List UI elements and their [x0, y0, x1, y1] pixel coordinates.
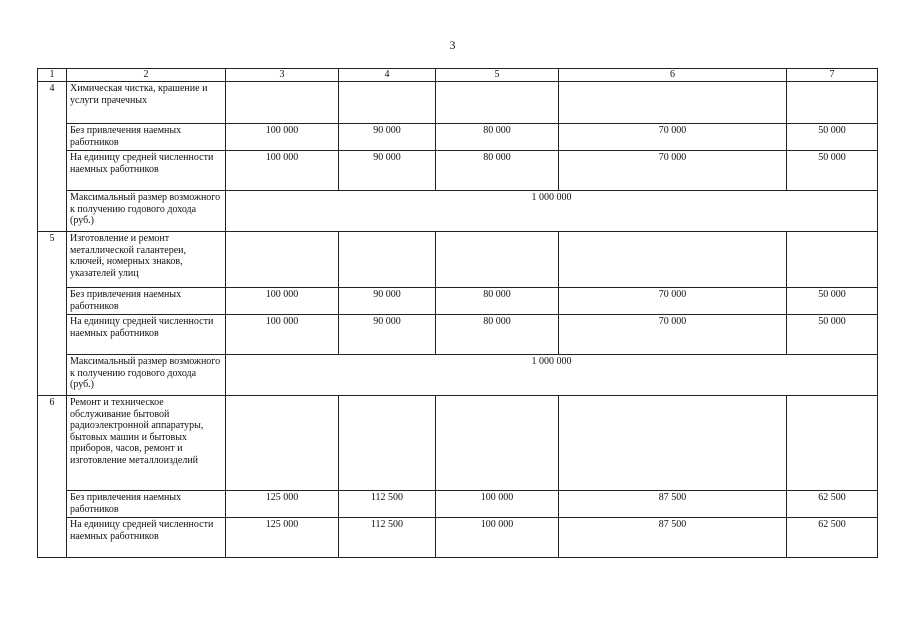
value-cell: 112 500	[339, 491, 436, 518]
row-label: Без привлечения наемных работников	[67, 124, 226, 151]
value-cell: 100 000	[226, 124, 339, 151]
column-header: 6	[559, 69, 787, 82]
value-cell: 50 000	[787, 288, 878, 315]
column-number-row	[38, 69, 878, 82]
value-cell: 50 000	[787, 151, 878, 191]
column-header: 4	[339, 69, 436, 82]
table-row	[38, 124, 878, 151]
value-cell: 87 500	[559, 518, 787, 558]
section-number: 4	[38, 82, 67, 232]
section-title-row	[38, 232, 878, 288]
table-row	[38, 491, 878, 518]
row-label: Без привлечения наемных работников	[67, 491, 226, 518]
value-cell: 62 500	[787, 491, 878, 518]
activity-title: Химическая чистка, крашение и услуги прачечных	[67, 82, 226, 124]
column-header: 3	[226, 69, 339, 82]
value-cell: 100 000	[226, 315, 339, 355]
max-income-value: 1 000 000	[226, 191, 878, 232]
value-cell: 112 500	[339, 518, 436, 558]
column-header: 2	[67, 69, 226, 82]
max-income-row	[38, 355, 878, 396]
value-cell: 90 000	[339, 315, 436, 355]
page-number: 3	[449, 38, 456, 52]
value-cell: 90 000	[339, 151, 436, 191]
value-cell: 100 000	[436, 491, 559, 518]
table-row	[38, 288, 878, 315]
column-header: 5	[436, 69, 559, 82]
value-cell: 50 000	[787, 315, 878, 355]
column-header: 1	[38, 69, 67, 82]
value-cell: 70 000	[559, 315, 787, 355]
row-label: Максимальный размер возможного к получению годового дохода (руб.)	[67, 355, 226, 396]
row-label: Без привлечения наемных работников	[67, 288, 226, 315]
section-number: 6	[38, 396, 67, 558]
value-cell: 125 000	[226, 491, 339, 518]
max-income-row	[38, 191, 878, 232]
column-header: 7	[787, 69, 878, 82]
value-cell: 80 000	[436, 151, 559, 191]
value-cell: 100 000	[436, 518, 559, 558]
row-label: На единицу средней численности наемных работников	[67, 518, 226, 558]
value-cell: 70 000	[559, 124, 787, 151]
table-row	[38, 518, 878, 558]
table-row	[38, 151, 878, 191]
tax-table	[37, 68, 878, 558]
value-cell: 90 000	[339, 288, 436, 315]
value-cell: 62 500	[787, 518, 878, 558]
section-title-row	[38, 82, 878, 124]
row-label: На единицу средней численности наемных работников	[67, 315, 226, 355]
row-label: На единицу средней численности наемных работников	[67, 151, 226, 191]
value-cell: 80 000	[436, 124, 559, 151]
value-cell: 87 500	[559, 491, 787, 518]
activity-title: Ремонт и техническое обслуживание бытовой радиоэлектронной аппаратуры, бытовых машин и бытовых приборов, часов, ремонт и изготовление металлоизделий	[67, 396, 226, 491]
value-cell: 100 000	[226, 151, 339, 191]
row-label: Максимальный размер возможного к получению годового дохода (руб.)	[67, 191, 226, 232]
section-number: 5	[38, 232, 67, 396]
activity-title: Изготовление и ремонт металлической галантереи, ключей, номерных знаков, указателей улиц	[67, 232, 226, 288]
value-cell: 80 000	[436, 315, 559, 355]
table-row	[38, 315, 878, 355]
value-cell: 70 000	[559, 288, 787, 315]
value-cell: 125 000	[226, 518, 339, 558]
value-cell: 70 000	[559, 151, 787, 191]
value-cell: 90 000	[339, 124, 436, 151]
section-title-row	[38, 396, 878, 491]
max-income-value: 1 000 000	[226, 355, 878, 396]
value-cell: 80 000	[436, 288, 559, 315]
value-cell: 100 000	[226, 288, 339, 315]
value-cell: 50 000	[787, 124, 878, 151]
